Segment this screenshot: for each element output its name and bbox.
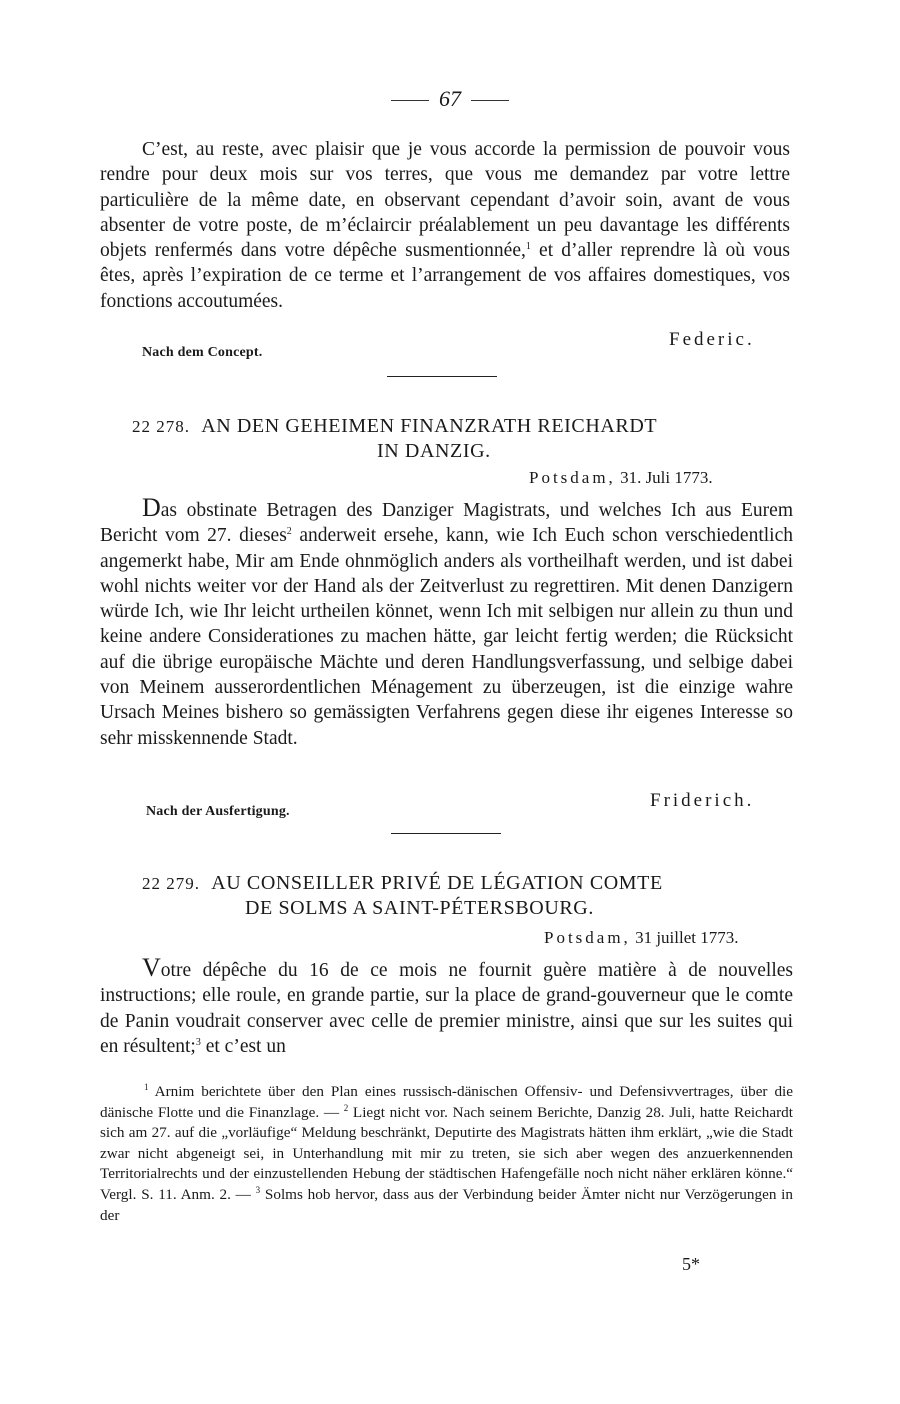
note-ref-2: 2 — [286, 526, 292, 538]
letter-body-text-after: et c’est un — [200, 1035, 286, 1057]
date-text: 31. Juli 1773. — [615, 468, 713, 487]
page-number-dash-left — [391, 100, 429, 101]
footnote-3-marker: 3 — [255, 1184, 261, 1195]
signature-mark: 5* — [682, 1254, 700, 1274]
note-ref-1: 1 — [525, 241, 531, 253]
letter-body-text-after: anderweit ersehe, kann, wie Ich Euch schon verschiedentlich angemerkt habe, Mir am Ende ohnmöglich anders als vortheilhaft werden, und ist dabei wohl nichts weiter vor der Hand als der Zeitverlust zu regrettiren. Mit denen Danzigern würde Ich, wie Ihr leicht urtheilen könnet, wenn Ich mit selbigen nur allein zu thun und keine andere Considerationes zu machen hätte, gar leicht fertig werden; die Rücksicht auf die übrige europäische Mächte und deren Handlungsverfassung, und selbige dabei von Meinem ausserordentlichen Ménagement zu überzeugen, ist die einzige wahre Ursach Meines bishero so gemässigten Verfahrens gegen diese ihr eigenes Interesse so sehr misskennende Stadt. — [100, 525, 793, 749]
letter-number-22278: 22 278. — [132, 417, 190, 436]
source-note-concept: Nach dem Concept. — [142, 345, 263, 360]
dateline-22278 — [529, 468, 713, 488]
letter-body-text: otre dépêche du 16 de ce mois ne fournit guère matière à de nouvelles instructions; elle roule, en grande partie, sur la place de grand-gouverneur que le comte de Panin voudrait conserver avec celle de premier ministre, ainsi que sur les suites qui en résultent; — [100, 960, 793, 1057]
dateline-22279 — [544, 928, 738, 948]
continuation-text-after: et d’aller reprendre là où vous êtes, après l’expiration de ce terme et l’arrangement de vos affaires domestiques, vos fonctions accoutumées. — [100, 240, 790, 312]
footnote-2-text: Liegt nicht vor. Nach seinem Berichte, Danzig 28. Juli, hatte Reichardt sich am 27. auf die „vorläufige“ Meldung beschränkt, Deputirte des Magistrats hätten ihm erklärt, „wie die Stadt zwar nicht abgeneigt sei, in Unterhandlung mit mir zu treten, sie sich aber wegen des anzuerkennenden Territorialrechts und der einzustellenden Hebung der städtischen Hafengefälle noch nicht näher erklären könne.“ Vergl. S. 11. Anm. 2. — — [100, 1103, 793, 1203]
footnote-3-text: Solms hob hervor, dass aus der Verbindung beider Ämter nicht nur Verzögerungen in der — [100, 1185, 793, 1224]
letter-addressee-line2: IN DANZIG. — [377, 440, 491, 462]
signature-federic: Federic. — [669, 329, 755, 350]
letter-body-22278 — [100, 495, 793, 751]
page-number-line — [0, 86, 900, 112]
footnote-1-text: Arnim berichtete über den Plan eines russisch-dänischen Offensiv- und Defensivvertrages, über die dänische Flotte und die Finanzlage. — — [100, 1083, 793, 1121]
page-number: 67 — [439, 86, 461, 111]
footnote-1-marker: 1 — [144, 1082, 149, 1092]
letter-number-22279: 22 279. — [142, 874, 200, 893]
letter-addressee-line1: AN DEN GEHEIMEN FINANZRATH REICHARDT — [201, 415, 658, 437]
letter-heading-22278 — [132, 415, 657, 438]
date-place: Potsdam, — [529, 468, 616, 487]
letter-addressee-line2: DE SOLMS A SAINT-PÉTERSBOURG. — [245, 897, 594, 919]
continuation-paragraph — [100, 137, 790, 314]
date-text: 31 juillet 1773. — [630, 928, 739, 947]
letter-body-text: as obstinate Betragen des Danziger Magistrats, und welches Ich aus Eurem Bericht vom 27. dieses — [100, 500, 793, 547]
source-note-ausfertigung: Nach der Ausfertigung. — [146, 804, 290, 819]
footnote-2-marker: 2 — [343, 1102, 349, 1113]
dropcap-d: D — [142, 493, 161, 522]
signature-friderich: Friderich. — [650, 790, 755, 811]
section-divider-2 — [391, 833, 501, 834]
footnotes — [100, 1082, 793, 1226]
date-place: Potsdam, — [544, 928, 631, 947]
letter-addressee-line1: AU CONSEILLER PRIVÉ DE LÉGATION COMTE — [211, 872, 663, 894]
letter-body-22279 — [100, 955, 793, 1059]
continuation-text: C’est, au reste, avec plaisir que je vous accorde la permission de pouvoir vous rendre pour deux mois sur vos terres, que vous me demandez par votre lettre particulière de la même date, en observant cependant d’avoir soin, avant de vous absenter de votre poste, de m’éclaircir préalablement un peu davantage les différents objets renfermés dans votre dépêche susmentionnée, — [100, 139, 790, 262]
page-number-dash-right — [471, 100, 509, 101]
dropcap-v: V — [142, 953, 161, 982]
section-divider-1 — [387, 376, 497, 377]
letter-heading-22279 — [142, 872, 663, 895]
note-ref-3: 3 — [195, 1036, 201, 1048]
